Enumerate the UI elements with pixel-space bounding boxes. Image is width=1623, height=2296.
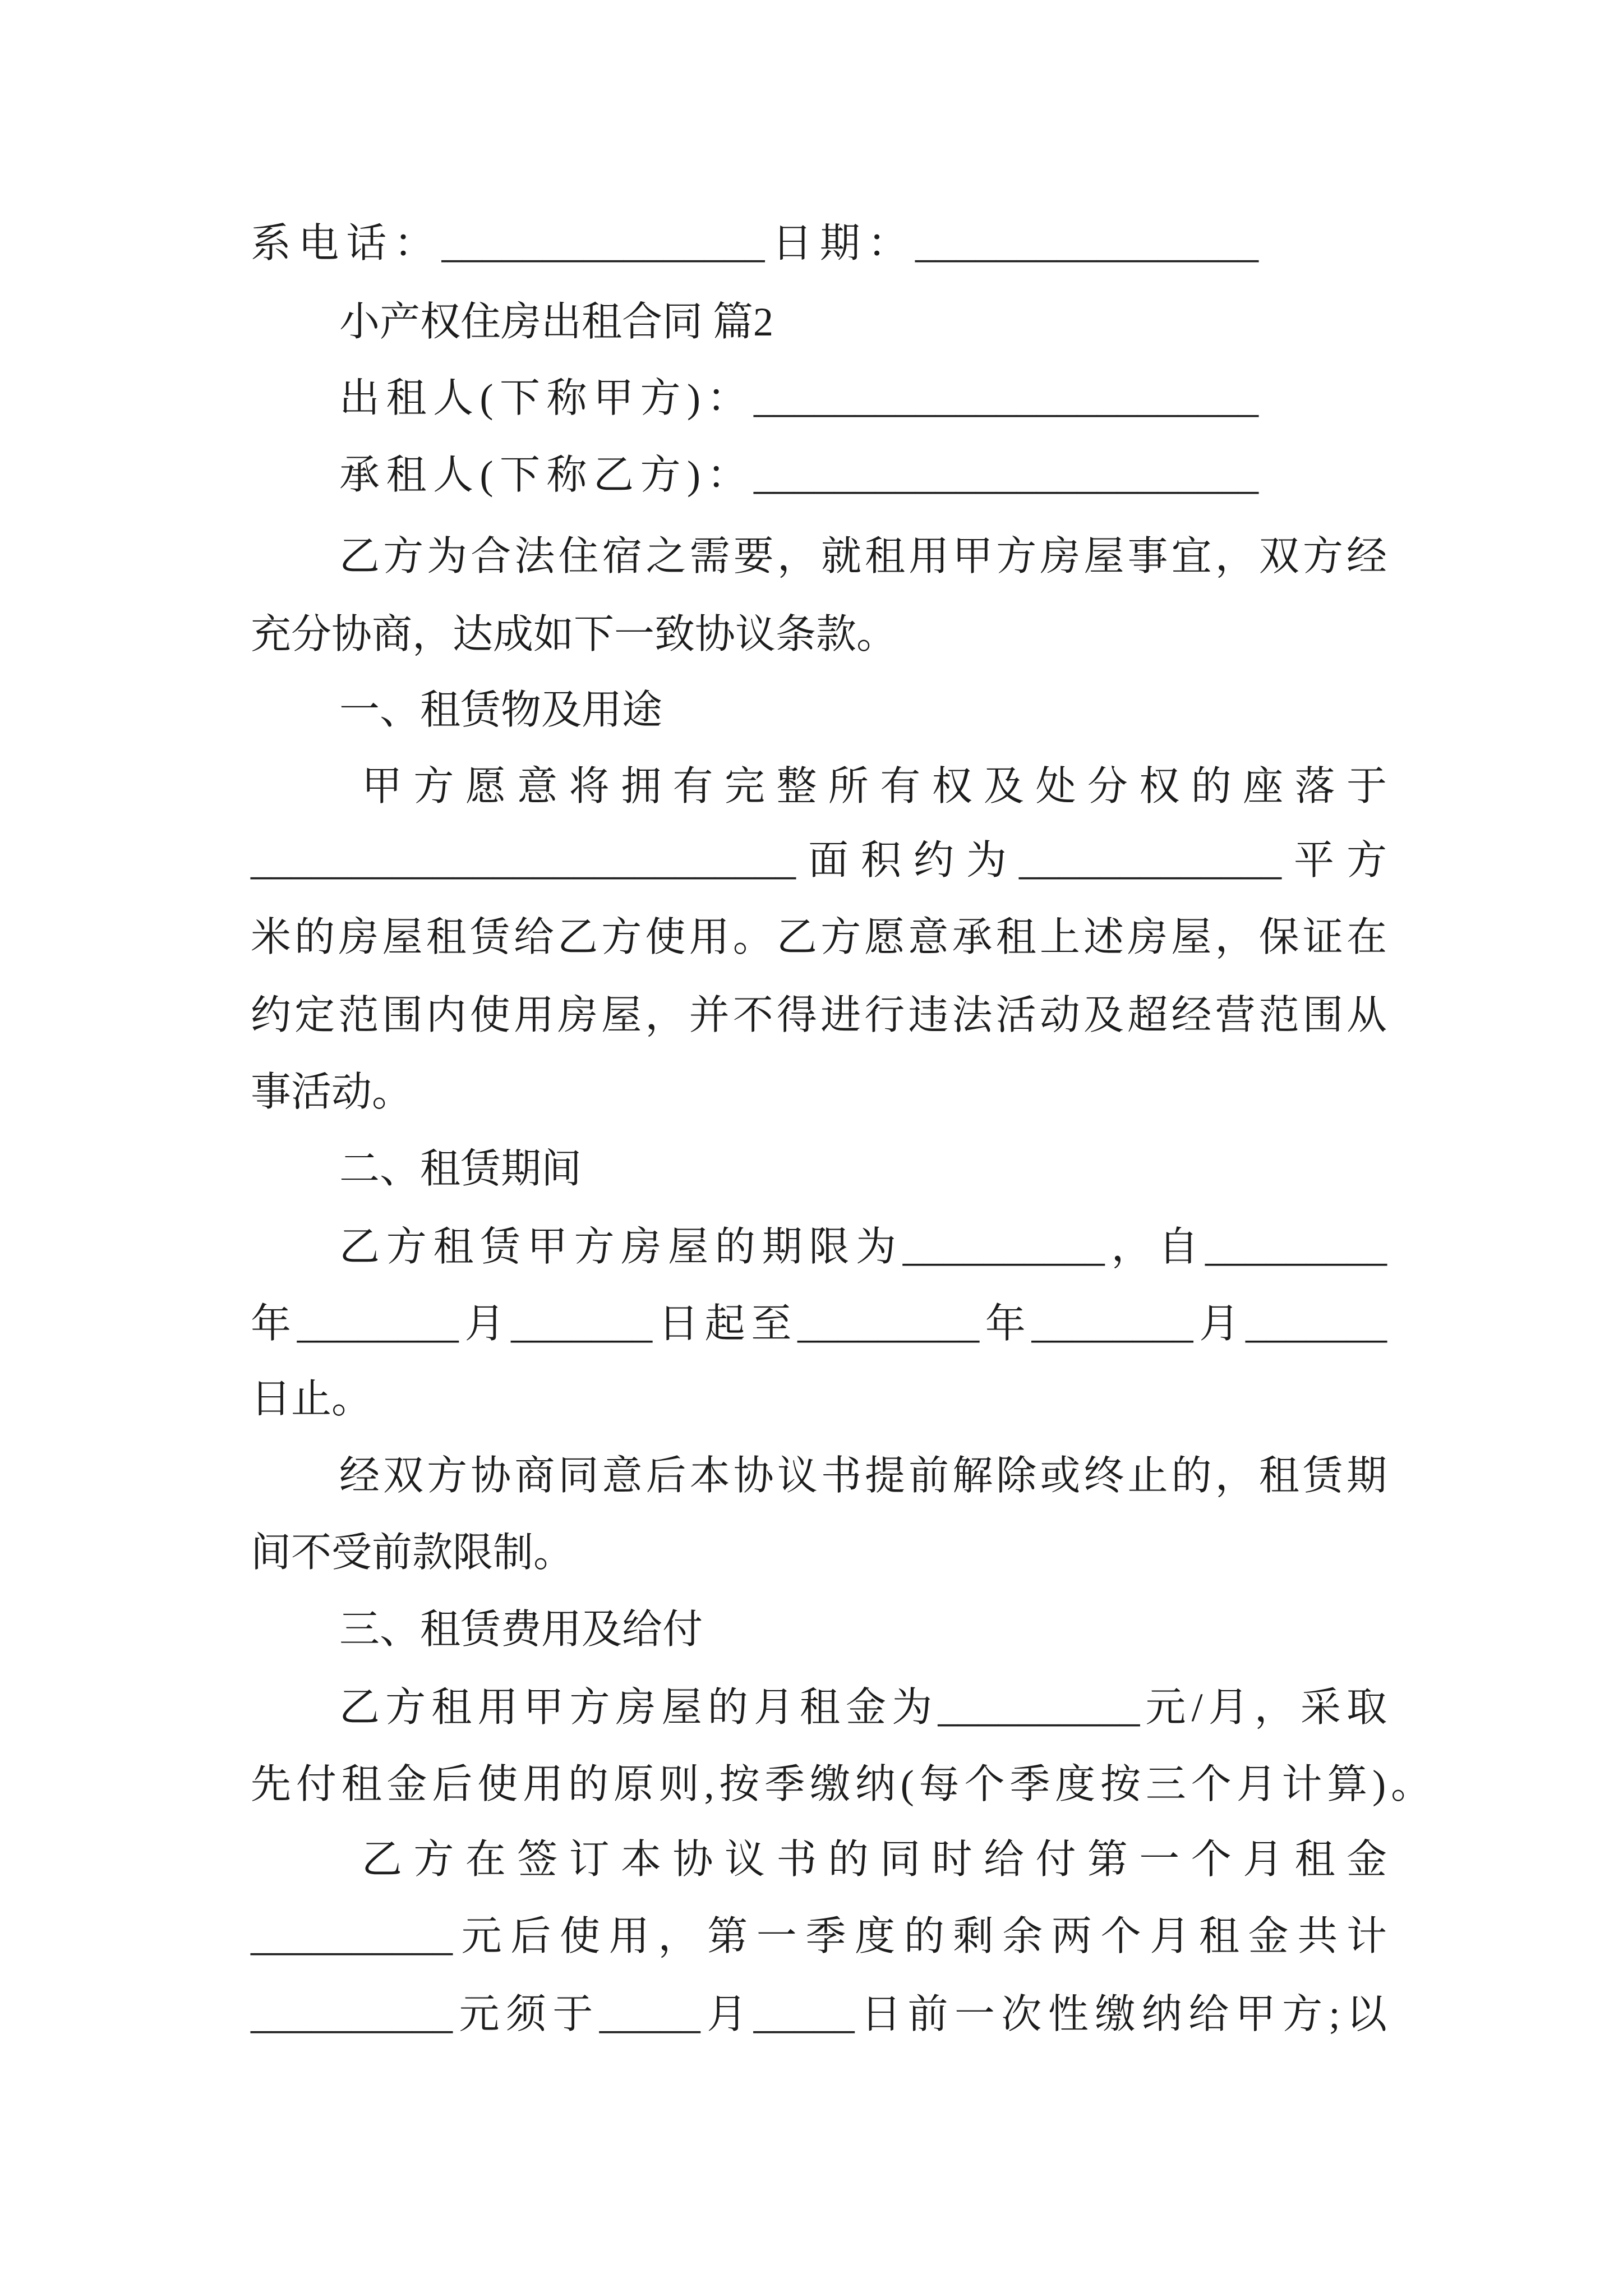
preamble-line-1: 乙方为合法住宿之需要，就租用甲方房屋事宜，双方经 bbox=[339, 534, 1387, 579]
section-2-text-line-3: 日止。 bbox=[251, 1377, 372, 1421]
section-1-text-line-2: ___________________________面积约为_____________平方 bbox=[251, 838, 1387, 883]
section-3-text-line-1: 乙方租用甲方房屋的月租金为__________元/月，采取 bbox=[339, 1685, 1387, 1730]
contract-title: 小产权住房出租合同 篇2 bbox=[339, 300, 774, 344]
section-2-note-line-1: 经双方协商同意后本协议书提前解除或终止的，租赁期 bbox=[339, 1453, 1387, 1498]
section-3-payment-line-1: 乙方在签订本协议书的同时给付第一个月租金 bbox=[362, 1837, 1387, 1882]
section-2-text-line-2: 年________月_______日起至_________年________月_______ bbox=[251, 1301, 1387, 1346]
section-1-text-line-4: 约定范围内使用房屋，并不得进行违法活动及超经营范围从 bbox=[251, 993, 1387, 1038]
lessor-line: 出租人(下称甲方)：_________________________ bbox=[339, 376, 1258, 421]
section-3-text-line-2: 先付租金后使用的原则,按季缴纳(每个季度按三个月计算)。 bbox=[251, 1762, 1431, 1807]
section-2-heading: 二、租赁期间 bbox=[339, 1147, 582, 1191]
section-1-text-line-5: 事活动。 bbox=[251, 1070, 413, 1115]
preamble-line-2: 充分协商，达成如下一致协议条款。 bbox=[251, 612, 897, 657]
lessee-line: 承租人(下称乙方)：_________________________ bbox=[339, 453, 1258, 498]
section-3-payment-line-2: __________元后使用，第一季度的剩余两个月租金共计 bbox=[251, 1914, 1387, 1959]
section-1-heading: 一、租赁物及用途 bbox=[339, 688, 663, 733]
section-3-heading: 三、租赁费用及给付 bbox=[339, 1607, 703, 1652]
section-3-payment-line-3: __________元须于_____月_____日前一次性缴纳给甲方;以 bbox=[251, 1992, 1387, 2037]
section-2-text-line-1: 乙方租赁甲方房屋的期限为__________，自_________ bbox=[339, 1225, 1387, 1269]
contact-phone-date-line: 系电话：________________日期：_________________ bbox=[251, 221, 1258, 266]
section-1-text-line-1: 甲方愿意将拥有完整所有权及处分权的座落于 bbox=[362, 764, 1387, 809]
section-2-note-line-2: 间不受前款限制。 bbox=[251, 1530, 574, 1575]
section-1-text-line-3: 米的房屋租赁给乙方使用。乙方愿意承租上述房屋，保证在 bbox=[251, 915, 1387, 960]
